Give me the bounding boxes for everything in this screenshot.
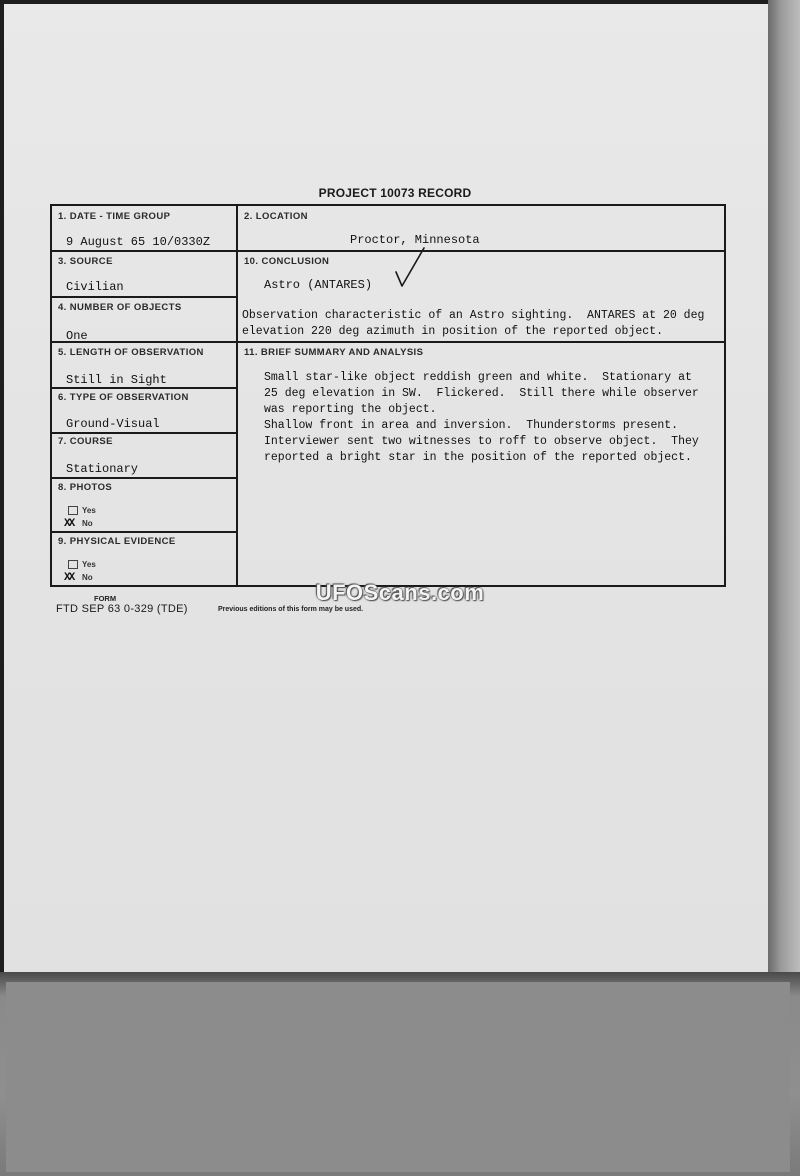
length-of-observation-label: 5. LENGTH OF OBSERVATION (58, 347, 204, 358)
scan-edge-right (768, 0, 800, 976)
conclusion-label: 10. CONCLUSION (244, 256, 330, 267)
watermark: UFOScans.com (315, 580, 485, 605)
record-form (50, 204, 726, 587)
location-label: 2. LOCATION (244, 211, 308, 222)
evidence-yes-label: Yes (82, 560, 96, 569)
summary-text (264, 370, 699, 466)
photos-yes (68, 506, 96, 515)
photos-no (64, 518, 93, 530)
summary-line: reported a bright star in the position of the reported object. (264, 451, 692, 464)
row-divider (52, 432, 236, 434)
evidence-yes (68, 560, 96, 569)
number-of-objects-label: 4. NUMBER OF OBJECTS (58, 302, 182, 313)
handwritten-checkmark-icon (394, 244, 434, 290)
summary-line: 25 deg elevation in SW. Flickered. Still there while observer (264, 387, 699, 400)
course-value: Stationary (66, 462, 139, 476)
location-value: Proctor, Minnesota (350, 233, 480, 247)
conclusion-explanation (242, 308, 704, 340)
length-of-observation-value: Still in Sight (66, 373, 167, 387)
date-time-value: 9 August 65 10/0330Z (66, 235, 211, 249)
conclusion-value: Astro (ANTARES) (264, 278, 373, 292)
checkbox-empty-icon (68, 560, 78, 569)
photos-yes-label: Yes (82, 506, 96, 515)
type-of-observation-label: 6. TYPE OF OBSERVATION (58, 392, 189, 403)
summary-line: Small star-like object reddish green and white. Stationary at (264, 371, 692, 384)
row-divider (52, 250, 724, 252)
row-divider (52, 477, 236, 479)
summary-line: Interviewer sent two witnesses to roff to observe object. They (264, 435, 699, 448)
conclusion-explanation-line: Observation characteristic of an Astro sighting. ANTARES at 20 deg (242, 309, 705, 322)
number-of-objects-value: One (66, 329, 88, 343)
summary-line: was reporting the object. (264, 403, 437, 416)
type-of-observation-value: Ground-Visual (66, 417, 160, 431)
source-label: 3. SOURCE (58, 256, 113, 267)
checkbox-empty-icon (68, 506, 78, 515)
row-divider (52, 387, 236, 389)
row-divider (52, 296, 236, 298)
photos-label: 8. PHOTOS (58, 482, 113, 493)
conclusion-explanation-line: elevation 220 deg azimuth in position of the reported object. (242, 325, 663, 338)
footer-form-code: FTD SEP 63 0-329 (TDE) (56, 603, 188, 615)
source-value: Civilian (66, 280, 124, 294)
photos-no-label: No (82, 519, 93, 528)
summary-label: 11. BRIEF SUMMARY AND ANALYSIS (244, 347, 424, 358)
footer-note: Previous editions of this form may be used. (218, 606, 364, 613)
evidence-no-label: No (82, 573, 93, 582)
summary-line: Shallow front in area and inversion. Thunderstorms present. (264, 419, 679, 432)
underlying-sheet (6, 982, 790, 1172)
checkbox-marked-icon: XX (64, 572, 74, 584)
course-label: 7. COURSE (58, 436, 113, 447)
date-time-label: 1. DATE - TIME GROUP (58, 211, 171, 222)
evidence-no (64, 572, 93, 584)
row-divider (52, 341, 724, 343)
column-divider (236, 206, 238, 585)
footer-form-label: FORM (94, 594, 117, 603)
row-divider (52, 531, 236, 533)
checkbox-marked-icon: XX (64, 518, 74, 530)
form-title: PROJECT 10073 RECORD (318, 186, 472, 200)
physical-evidence-label: 9. PHYSICAL EVIDENCE (58, 536, 176, 547)
